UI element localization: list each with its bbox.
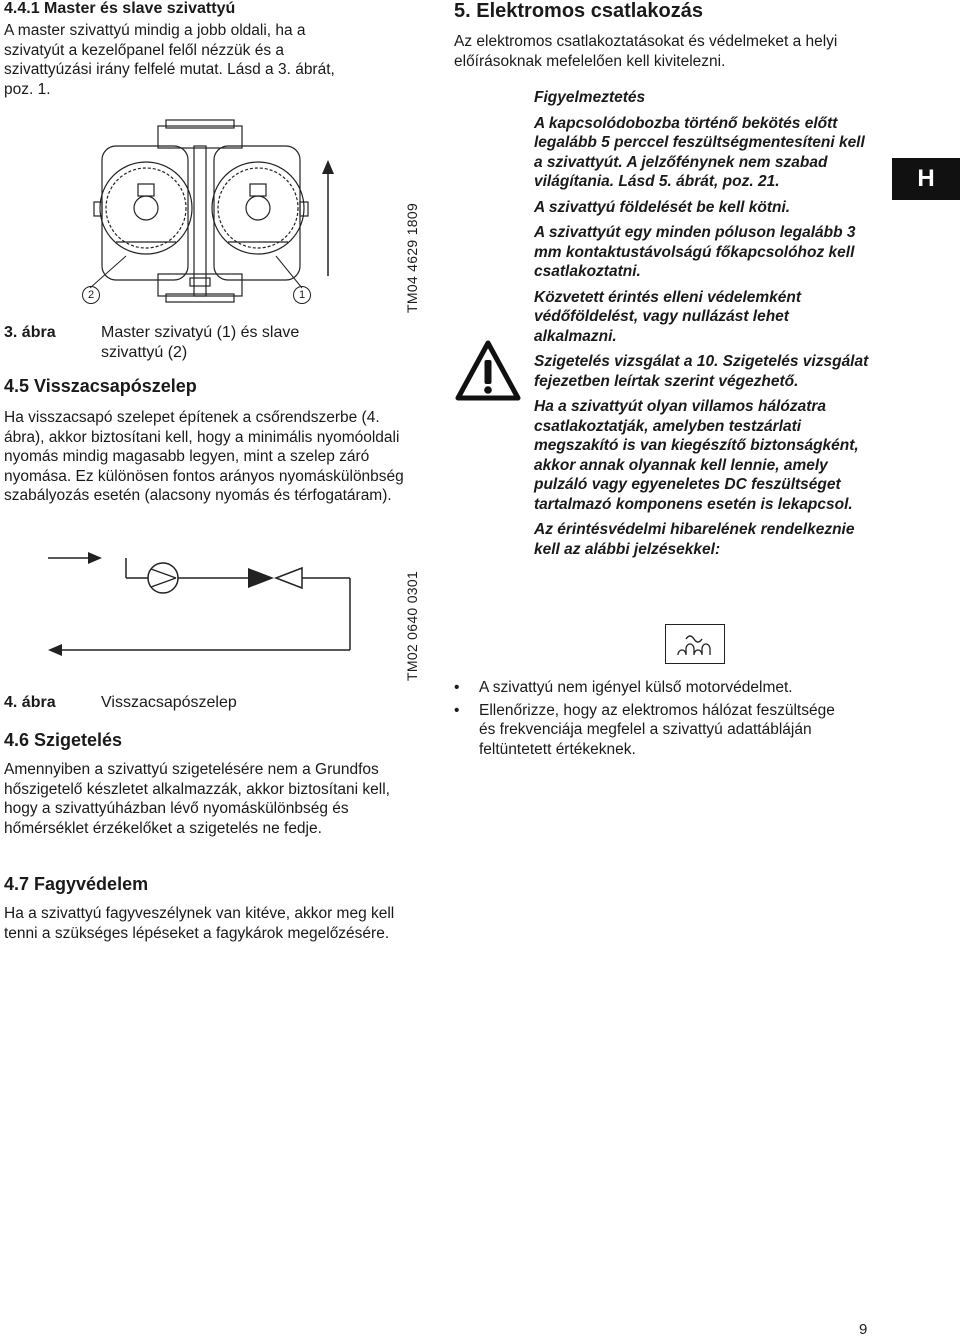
- warning-item-earthing: A szivattyú földelését be kell kötni.: [534, 198, 791, 216]
- section-45-title: 4.5 Visszacsapószelep: [4, 376, 197, 396]
- check-valve-icon: [248, 568, 302, 588]
- section-47-body: Ha a szivattyú fagyveszélynek van kitéve, akkor meg kell tenni a szükséges lépéseket a fagykárok megelőzésére.: [4, 905, 395, 942]
- warning-triangle-icon: [455, 340, 521, 402]
- section-441-body: A master szivattyú mindig a jobb oldali, ha a szivatyút a kezelőpanel felől nézzük és a szivattyúzási irány felfelé mutat. Lásd a 3. ábrát, poz. 1.: [4, 22, 335, 98]
- list-item: • Ellenőrizze, hogy az elektromos hálózat feszültsége és frekvenciája megfelel a szivattyú adattábláján feltüntetett értékeknek.: [454, 701, 854, 760]
- warning-item-rcd-marking: Az érintésvédelmi hibarelének rendelkeznie kell az alábbi jelzésekkel:: [534, 521, 855, 558]
- rcd-symbol-icon: [665, 624, 725, 664]
- warning-heading: Figyelmeztetés: [534, 89, 646, 106]
- figure-3-code: TM04 4629 1809: [404, 202, 420, 313]
- figure-4-caption-text: Visszacsapószelep: [101, 694, 237, 711]
- section-441-title: 4.4.1 Master és slave szivattyú: [4, 0, 236, 17]
- figure-3-caption-text: Master szivatyú (1) és slave szivattyú (2): [101, 324, 300, 361]
- warning-item-rcd: Ha a szivattyút olyan villamos hálózatra csatlakoztatják, amelyben testzárlati megszakító is van kiegészítő biztonságként, akkor annak olyannak kell lennie, amely pulzáló vagy egyeneletes DC feszültséget tartalmazó komponens esetén is lekapcsol.: [534, 398, 859, 513]
- figure-3-label-master: 1: [293, 286, 311, 304]
- warning-item-disconnect: A kapcsolódobozba történő bekötés előtt legalább 5 perccel feszültségmentesíteni kell a szivattyút. A jelzőfénynek nem szabad világítania. Lásd 5. ábrát, poz. 21.: [534, 114, 865, 190]
- section-47-title: 4.7 Fagyvédelem: [4, 874, 149, 894]
- pump-symbol-icon: [148, 563, 178, 593]
- section-45-body: Ha visszacsapó szelepet építenek a csőrendszerbe (4. ábra), akkor biztosítani kell, hogy a minimális nyomóoldali nyomás mindig magasabb legyen, mint a szelep záró nyomása. Ez különösen fontos arányos nyomáskülönbség szabályozás esetén (alacsony nyomás és térfogatáram).: [4, 409, 404, 505]
- section-5-body: Az elektromos csatlakoztatásokat és védelmeket a helyi előírásoknak mefelelően kell kivitelezni.: [454, 33, 838, 70]
- check-valve-schematic: [48, 546, 358, 656]
- section-46-body: Amennyiben a szivattyú szigetelésére nem a Grundfos hőszigetelő készletet alkalmazzák, akkor biztosítani kell, hogy a szivattyúházban lévő nyomáskülönbség és hőmérséklet érzékelőket a szigetelés ne fedje.: [4, 761, 390, 837]
- warning-item-main-switch: A szivattyút egy minden póluson legalább 3 mm kontaktustávolságú főkapcsolóhoz kell csatlakoztatni.: [534, 224, 856, 280]
- list-item: • A szivattyú nem igényel külső motorvédelmet.: [454, 678, 854, 698]
- page-number: 9: [859, 1321, 868, 1338]
- figure-4-schematic: [48, 546, 358, 656]
- figure-4-code: TM02 0640 0301: [404, 570, 420, 681]
- figure-3-caption-number: 3. ábra: [4, 324, 56, 341]
- warning-block: [534, 88, 874, 565]
- warning-item-insulation-test: Szigetelés vizsgálat a 10. Szigetelés vizsgálat fejezetben leírtak szerint végezhető.: [534, 353, 869, 390]
- requirements-list: [454, 678, 854, 762]
- section-5-title: 5. Elektromos csatlakozás: [454, 0, 704, 22]
- figure-3-label-slave: 2: [82, 286, 100, 304]
- section-46-title: 4.6 Szigetelés: [4, 730, 123, 750]
- warning-item-indirect-contact: Közvetett érintés elleni védelemként védőföldelést, vagy nullázást lehet alkalmazni.: [534, 288, 802, 345]
- language-tab: H: [892, 158, 960, 200]
- figure-4-caption-number: 4. ábra: [4, 694, 56, 711]
